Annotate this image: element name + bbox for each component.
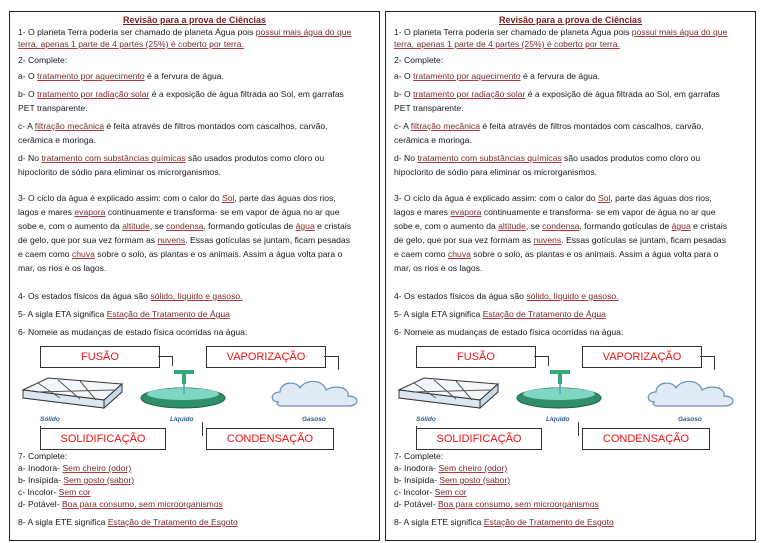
question-5: 5- A sigla ETA significa Estação de Tratamento de Água: [18, 309, 230, 319]
question-7a: a- Inodora- Sem cheiro (odor): [394, 463, 508, 473]
question-3-line-3: sobe e, com o aumento da altitude, se condensa, formando gotículas de água e cristais: [18, 221, 352, 231]
question-2c-cont: cerâmica e moringa.: [394, 135, 472, 145]
question-5: 5- A sigla ETA significa Estação de Tratamento de Água: [394, 309, 606, 319]
vaporizacao-arrow-down: [714, 356, 715, 370]
ice-cubes-illustration: [394, 372, 506, 412]
question-4: 4- Os estados físicos da água são sólido, líquido e gasoso.: [18, 291, 243, 301]
worksheet-content: [10, 12, 379, 540]
vaporizacao-arrow: [324, 356, 338, 357]
question-3-line-6: mar, os rios e os lagos.: [18, 263, 107, 273]
question-2b: b- O tratamento por radiação solar é a exposição de água filtrada ao Sol, em garrafas: [18, 89, 344, 99]
worksheet-title: Revisão para a prova de Ciências: [498, 15, 643, 25]
gasoso-label: Gasoso: [302, 416, 326, 423]
vaporizacao-arrow-down: [338, 356, 339, 370]
gasoso-label: Gasoso: [678, 416, 702, 423]
question-2-heading: 2- Complete:: [394, 55, 444, 65]
question-3-line-3: sobe e, com o aumento da altitude, se condensa, formando gotículas de água e cristais: [394, 221, 728, 231]
question-7b: b- Insípida- Sem gosto (sabor): [394, 475, 511, 485]
question-3-line-4: de gelo, que por sua vez formam as nuvens. Essas gotículas se juntam, ficam pesadas: [394, 235, 727, 245]
question-3-line-1: 3- O ciclo da água é explicado assim: com o calor do Sol, parte das águas dos rios,: [18, 193, 336, 203]
question-8: 8- A sigla ETE significa Estação de Tratamento de Esgoto: [18, 517, 238, 527]
question-2d: d- No tratamento com substâncias químicas são usados produtos como cloro ou: [18, 153, 325, 163]
worksheet-right: [385, 11, 756, 541]
question-7d: d- Potável- Boa para consumo, sem microorganismos: [18, 499, 223, 509]
water-basin-illustration: [514, 368, 604, 414]
liquido-label: Líquido: [170, 416, 194, 423]
question-2d: d- No tratamento com substâncias químicas são usados produtos como cloro ou: [394, 153, 701, 163]
condensacao-arrow-up: [202, 422, 203, 436]
question-2a: a- O tratamento por aquecimento é a fervura de água.: [18, 71, 224, 81]
question-7d: d- Potável- Boa para consumo, sem microorganismos: [394, 499, 599, 509]
question-7b: b- Insípida- Sem gosto (sabor): [18, 475, 135, 485]
fusao-box: FUSÃO: [40, 346, 160, 368]
question-6: 6- Nomeie as mudanças de estado física ocorridas na água:: [394, 327, 624, 337]
question-2c: c- A filtração mecânica é feita através de filtros montados com cascalhos, carvão,: [394, 121, 704, 131]
cloud-illustration: [268, 376, 364, 410]
fusao-arrow: [158, 356, 172, 357]
question-3-line-4: de gelo, que por sua vez formam as nuvens. Essas gotículas se juntam, ficam pesadas: [18, 235, 351, 245]
question-3-line-2: lagos e mares evapora continuamente e transforma- se em vapor de água no ar que: [394, 207, 716, 217]
fusao-arrow: [534, 356, 548, 357]
question-2b-cont: PET transparente.: [394, 103, 464, 113]
question-7-heading: 7- Complete:: [394, 451, 444, 461]
ice-cubes-illustration: [18, 372, 130, 412]
worksheet-title: Revisão para a prova de Ciências: [122, 15, 267, 25]
condensacao-box: CONDENSAÇÃO: [582, 428, 710, 450]
question-4: 4- Os estados físicos da água são sólido, líquido e gasoso.: [394, 291, 619, 301]
solidificacao-box: SOLIDIFICAÇÃO: [416, 428, 542, 450]
question-7a: a- Inodora- Sem cheiro (odor): [18, 463, 132, 473]
condensacao-box: CONDENSAÇÃO: [206, 428, 334, 450]
worksheet-content: [386, 12, 755, 540]
question-3-line-2: lagos e mares evapora continuamente e transforma- se em vapor de água no ar que: [18, 207, 340, 217]
question-1-line-1: 1- O planeta Terra poderia ser chamado de planeta Água pois possui mais água do que: [394, 27, 728, 37]
question-2c: c- A filtração mecânica é feita através de filtros montados com cascalhos, carvão,: [18, 121, 328, 131]
worksheet-left: [9, 11, 380, 541]
question-1-line-2: terra, apenas 1 parte de 4 partes (25%) é coberto por terra.: [394, 39, 620, 49]
question-2d-cont: hipoclorito de sódio para eliminar os microrganismos.: [394, 167, 597, 177]
vaporizacao-box: VAPORIZAÇÃO: [206, 346, 326, 368]
question-3-line-6: mar, os rios e os lagos.: [394, 263, 483, 273]
fusao-box: FUSÃO: [416, 346, 536, 368]
state-change-diagram: [386, 342, 755, 462]
state-change-diagram: [10, 342, 379, 462]
question-8: 8- A sigla ETE significa Estação de Tratamento de Esgoto: [394, 517, 614, 527]
water-basin-illustration: [138, 368, 228, 414]
question-6: 6- Nomeie as mudanças de estado física ocorridas na água:: [18, 327, 248, 337]
question-2-heading: 2- Complete:: [18, 55, 68, 65]
condensacao-arrow-up: [578, 422, 579, 436]
question-3-line-1: 3- O ciclo da água é explicado assim: com o calor do Sol, parte das águas dos rios,: [394, 193, 712, 203]
question-2b-cont: PET transparente.: [18, 103, 88, 113]
question-7-heading: 7- Complete:: [18, 451, 68, 461]
question-2d-cont: hipoclorito de sódio para eliminar os microrganismos.: [18, 167, 221, 177]
question-3-line-5: e caem como chuva sobre o solo, as plantas e os animais. Assim a água volta para o: [18, 249, 343, 259]
solidificacao-box: SOLIDIFICAÇÃO: [40, 428, 166, 450]
question-7c: c- Incolor- Sem cor: [394, 487, 467, 497]
liquido-label: Líquido: [546, 416, 570, 423]
question-2c-cont: cerâmica e moringa.: [18, 135, 96, 145]
vaporizacao-box: VAPORIZAÇÃO: [582, 346, 702, 368]
fusao-arrow-down: [548, 356, 549, 366]
cloud-illustration: [644, 376, 740, 410]
solido-label: Sólido: [416, 416, 436, 423]
solido-label: Sólido: [40, 416, 60, 423]
question-2a: a- O tratamento por aquecimento é a fervura de água.: [394, 71, 600, 81]
vaporizacao-arrow: [700, 356, 714, 357]
question-3-line-5: e caem como chuva sobre o solo, as plantas e os animais. Assim a água volta para o: [394, 249, 719, 259]
question-2b: b- O tratamento por radiação solar é a exposição de água filtrada ao Sol, em garrafas: [394, 89, 720, 99]
question-1-line-1: 1- O planeta Terra poderia ser chamado de planeta Água pois possui mais água do que: [18, 27, 352, 37]
question-7c: c- Incolor- Sem cor: [18, 487, 91, 497]
question-1-line-2: terra, apenas 1 parte de 4 partes (25%) é coberto por terra.: [18, 39, 244, 49]
fusao-arrow-down: [172, 356, 173, 366]
